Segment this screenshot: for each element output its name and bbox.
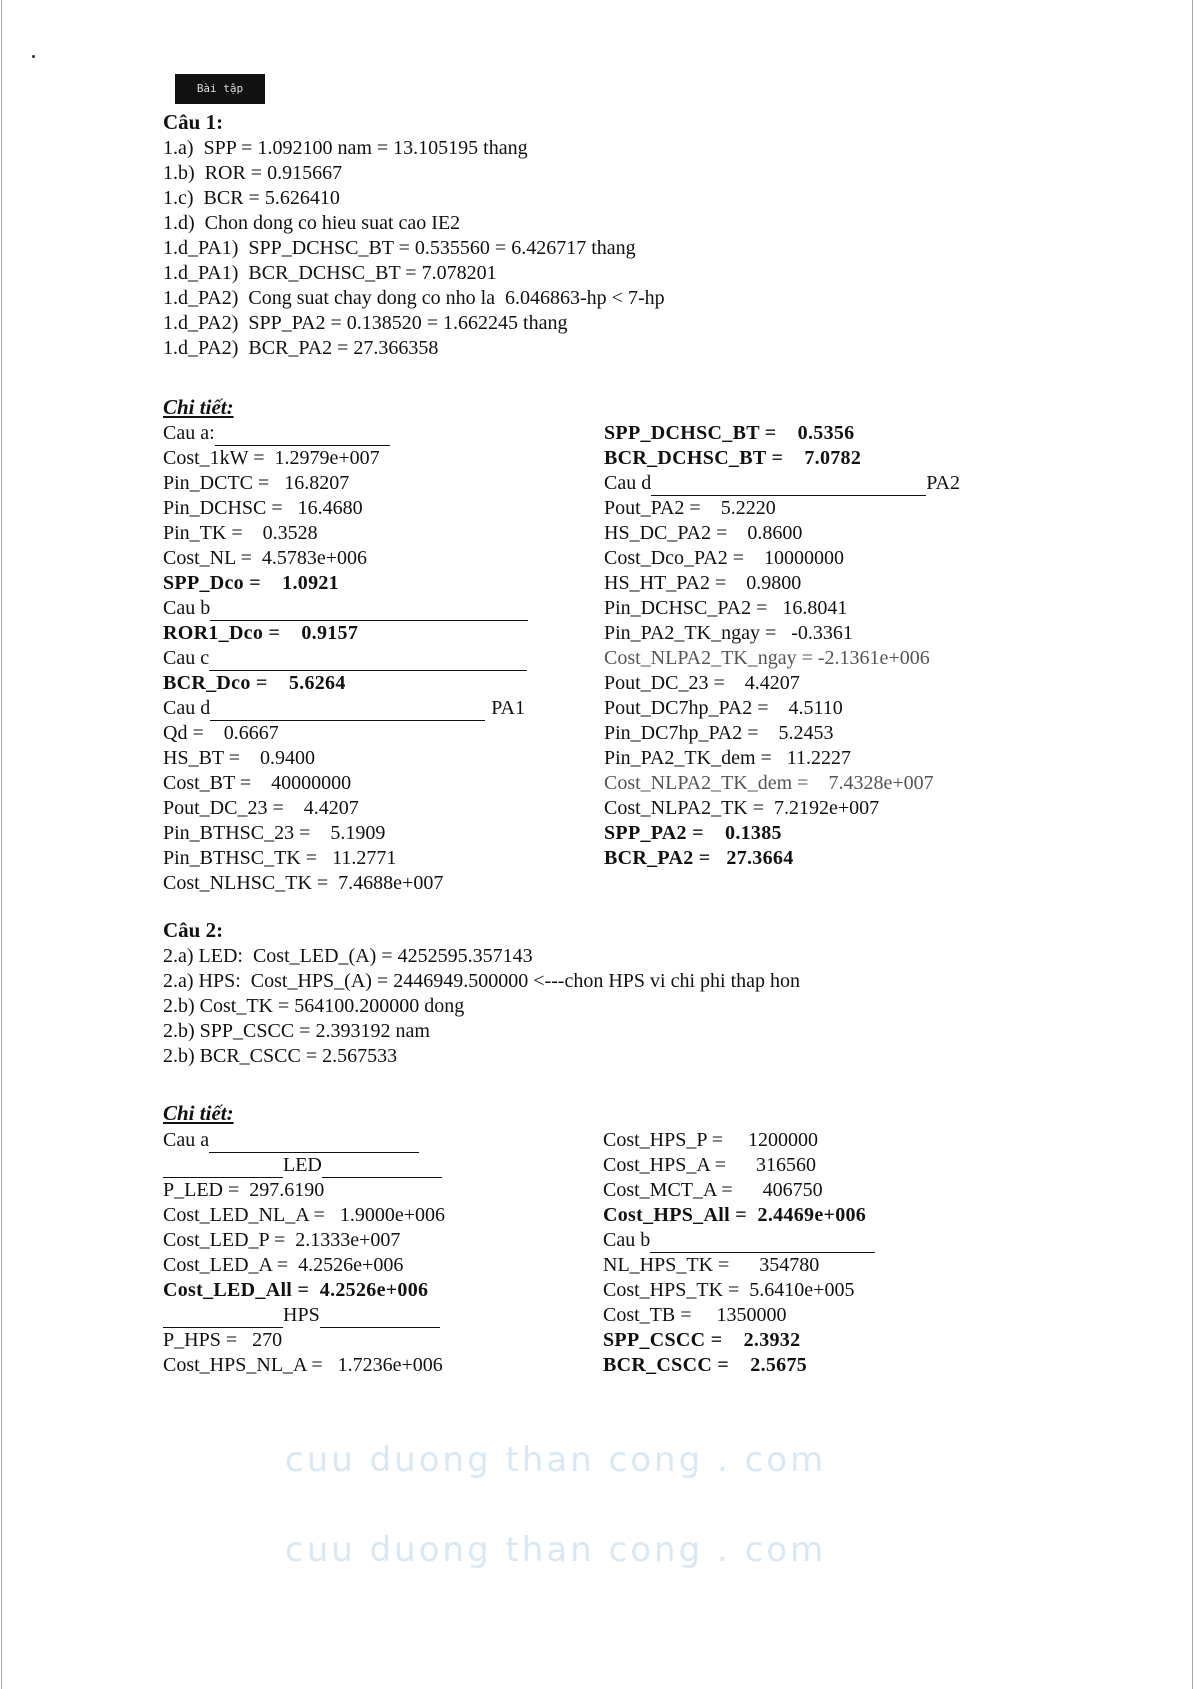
underline-rule — [651, 477, 926, 496]
answer-line: 1.d_PA2) Cong suat chay dong co nho la 6.046863-hp < 7-hp — [163, 287, 665, 309]
underline-rule — [163, 1159, 283, 1178]
value-line: Pin_DCHSC = 16.4680 — [163, 497, 363, 519]
label: Cau a: — [163, 422, 215, 444]
value-line: Pin_PA2_TK_dem = 11.2227 — [604, 747, 852, 769]
answer-line: 1.d_PA2) SPP_PA2 = 0.138520 = 1.662245 thang — [163, 312, 568, 334]
value-line: SPP_DCHSC_BT = 0.5356 — [604, 422, 855, 444]
value-line: BCR_CSCC = 2.5675 — [603, 1354, 808, 1376]
label: Cau b — [163, 597, 211, 619]
value-line: Pout_PA2 = 5.2220 — [604, 497, 776, 519]
detail1-heading — [163, 394, 234, 421]
value-line: P_HPS = 270 — [163, 1329, 283, 1351]
value-line: BCR_Dco = 5.6264 — [163, 672, 346, 694]
answer-line: 2.b) BCR_CSCC = 2.567533 — [163, 1045, 398, 1067]
label: LED — [283, 1154, 322, 1176]
value-line: Cost_LED_NL_A = 1.9000e+006 — [163, 1204, 445, 1226]
label: Cau d — [163, 697, 211, 719]
value-line: Pin_BTHSC_TK = 11.2771 — [163, 847, 397, 869]
exercise-badge: Bài tập — [175, 74, 265, 104]
value-line: Cost_LED_P = 2.1333e+007 — [163, 1229, 401, 1251]
value-line: Pin_DCTC = 16.8207 — [163, 472, 350, 494]
value-line: Pin_DCHSC_PA2 = 16.8041 — [604, 597, 848, 619]
answer-line: 1.d_PA1) BCR_DCHSC_BT = 7.078201 — [163, 262, 497, 284]
value-line: SPP_Dco = 1.0921 — [163, 572, 339, 594]
value-line: Cost_TB = 1350000 — [603, 1304, 787, 1326]
value-line: Cost_LED_A = 4.2526e+006 — [163, 1254, 404, 1276]
answer-line: 1.b) ROR = 0.915667 — [163, 162, 343, 184]
value-line: Pin_PA2_TK_ngay = -0.3361 — [604, 622, 853, 644]
value-line: HS_HT_PA2 = 0.9800 — [604, 572, 802, 594]
answer-line: 1.d_PA2) BCR_PA2 = 27.366358 — [163, 337, 439, 359]
scan-edge — [1192, 0, 1193, 1689]
value-line: Cost_NL = 4.5783e+006 — [163, 547, 368, 569]
value-line: BCR_DCHSC_BT = 7.0782 — [604, 447, 862, 469]
label: PA2 — [926, 472, 960, 494]
label: Cau d — [604, 472, 652, 494]
answer-line: 2.a) HPS: Cost_HPS_(A) = 2446949.500000 <---chon HPS vi chi phi thap hon — [163, 970, 801, 992]
cau2-heading: Câu 2: — [163, 918, 224, 942]
value-line: Cost_NLHSC_TK = 7.4688e+007 — [163, 872, 444, 894]
underline-rule — [209, 1134, 419, 1153]
underline-rule — [322, 1159, 442, 1178]
underline-rule — [163, 1309, 283, 1328]
value-line: Cost_HPS_NL_A = 1.7236e+006 — [163, 1354, 443, 1376]
value-line: Pin_DC7hp_PA2 = 5.2453 — [604, 722, 834, 744]
answer-line: 1.a) SPP = 1.092100 nam = 13.105195 thang — [163, 137, 528, 159]
label: PA1 — [491, 697, 525, 719]
underline-rule — [215, 427, 390, 446]
scan-edge — [1, 0, 2, 1689]
value-line: SPP_PA2 = 0.1385 — [604, 822, 782, 844]
value-line: Pin_TK = 0.3528 — [163, 522, 318, 544]
label: Cau c — [163, 647, 210, 669]
cau1-heading: Câu 1: — [163, 110, 224, 134]
underline-rule — [209, 652, 527, 671]
value-line: P_LED = 297.6190 — [163, 1179, 325, 1201]
answer-line: 1.c) BCR = 5.626410 — [163, 187, 340, 209]
detail-heading: Chi tiết: — [163, 1101, 234, 1125]
detail2-right — [603, 1128, 1003, 1378]
answer-line: 2.b) SPP_CSCC = 2.393192 nam — [163, 1020, 430, 1042]
value-line: Pout_DC7hp_PA2 = 4.5110 — [604, 697, 843, 719]
label: Cau a — [163, 1129, 210, 1151]
value-line: Cost_NLPA2_TK = 7.2192e+007 — [604, 797, 880, 819]
value-line: ROR1_Dco = 0.9157 — [163, 622, 359, 644]
value-line: Pin_BTHSC_23 = 5.1909 — [163, 822, 386, 844]
answer-line: 2.b) Cost_TK = 564100.200000 dong — [163, 995, 465, 1017]
value-line: Cost_HPS_A = 316560 — [603, 1154, 816, 1176]
answer-line: 1.d_PA1) SPP_DCHSC_BT = 0.535560 = 6.426717 thang — [163, 237, 636, 259]
underline-rule — [210, 602, 528, 621]
value-line: Cost_HPS_P = 1200000 — [603, 1129, 819, 1151]
underline-rule — [650, 1234, 875, 1253]
label: HPS — [283, 1304, 320, 1326]
value-line: HS_DC_PA2 = 0.8600 — [604, 522, 803, 544]
value-line: Cost_MCT_A = 406750 — [603, 1179, 823, 1201]
value-line: Cost_HPS_All = 2.4469e+006 — [603, 1204, 867, 1226]
detail2-left — [163, 1128, 563, 1378]
watermark: cuu duong than cong . com — [285, 1440, 827, 1480]
value-line: Cost_NLPA2_TK_ngay = -2.1361e+006 — [604, 647, 930, 669]
value-line: Pout_DC_23 = 4.4207 — [604, 672, 800, 694]
detail1-right — [604, 421, 1004, 871]
answer-line: 2.a) LED: Cost_LED_(A) = 4252595.357143 — [163, 945, 533, 967]
value-line: Cost_NLPA2_TK_dem = 7.4328e+007 — [604, 772, 934, 794]
value-line: Cost_Dco_PA2 = 10000000 — [604, 547, 845, 569]
value-line: HS_BT = 0.9400 — [163, 747, 316, 769]
cau1-section — [163, 109, 665, 361]
label: Cau b — [603, 1229, 651, 1251]
value-line: Cost_1kW = 1.2979e+007 — [163, 447, 380, 469]
value-line: Cost_HPS_TK = 5.6410e+005 — [603, 1279, 855, 1301]
detail1-left — [163, 421, 563, 896]
value-line: Cost_LED_All = 4.2526e+006 — [163, 1279, 429, 1301]
detail-heading: Chi tiết: — [163, 395, 234, 419]
value-line: BCR_PA2 = 27.3664 — [604, 847, 794, 869]
value-line: Cost_BT = 40000000 — [163, 772, 352, 794]
underline-rule — [210, 702, 485, 721]
underline-rule — [320, 1309, 440, 1328]
answer-line: 1.d) Chon dong co hieu suat cao IE2 — [163, 212, 461, 234]
value-line: Qd = 0.6667 — [163, 722, 279, 744]
detail2-heading — [163, 1100, 234, 1127]
cau2-section — [163, 917, 800, 1069]
scan-speck — [32, 55, 35, 58]
value-line: SPP_CSCC = 2.3932 — [603, 1329, 801, 1351]
watermark: cuu duong than cong . com — [285, 1530, 827, 1570]
value-line: Pout_DC_23 = 4.4207 — [163, 797, 359, 819]
value-line: NL_HPS_TK = 354780 — [603, 1254, 820, 1276]
